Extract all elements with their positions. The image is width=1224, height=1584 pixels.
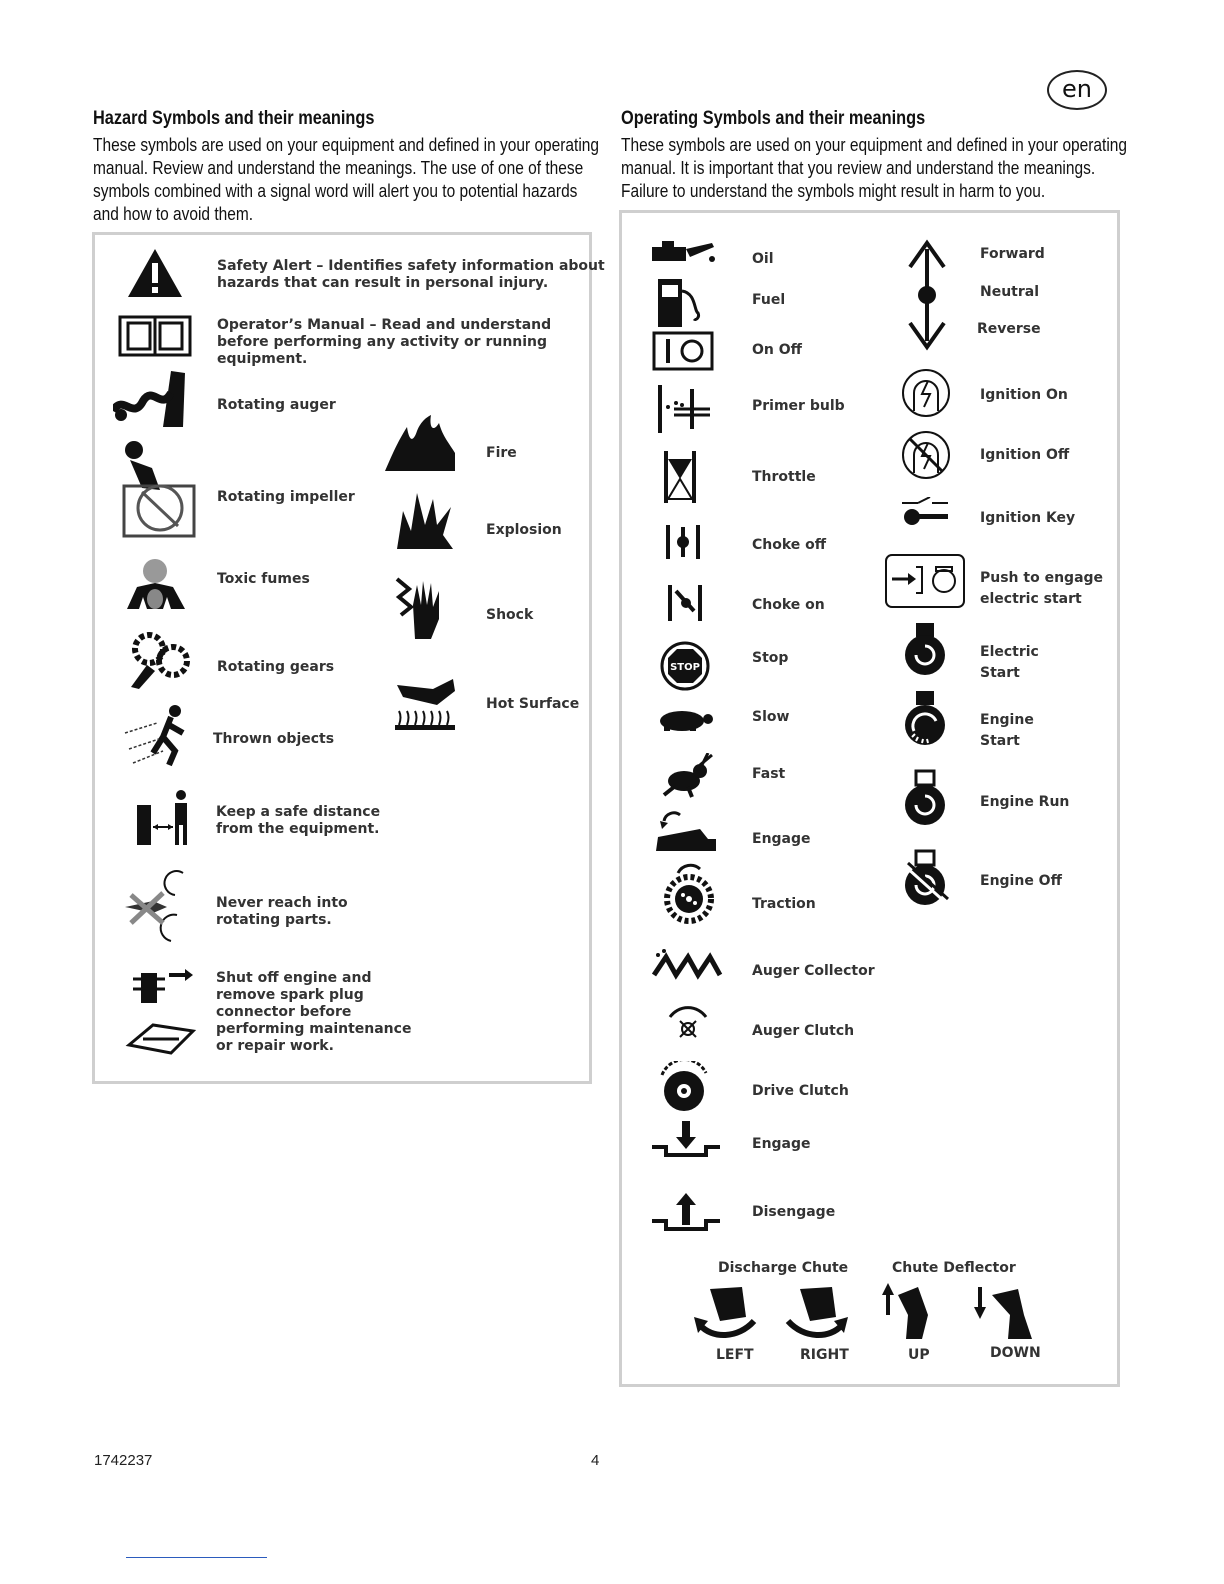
chute-right-icon (778, 1281, 850, 1341)
drive-clutch-label: Drive Clutch (752, 1083, 849, 1099)
toxic-fumes-icon (123, 553, 191, 609)
turtle-slow-icon (654, 707, 716, 733)
choke-on-label: Choke on (752, 597, 825, 613)
push-to-start-label: Push to engage electric start (980, 570, 1104, 607)
slow-label: Slow (752, 709, 790, 725)
deflector-up-icon (878, 1281, 944, 1343)
never-reach-icon (123, 867, 203, 947)
shock-label: Shock (486, 607, 534, 623)
operating-title: Operating Symbols and their meanings (621, 108, 926, 129)
auger-collector-label: Auger Collector (752, 963, 875, 979)
oil-can-icon (650, 239, 718, 263)
shock-icon (393, 575, 449, 641)
hazard-intro: These symbols are used on your equipment and defined in your operating manual. Review and understand the meanings. The use of one of these symbols combined with a signal word will alert you to potential hazards and how to avoid them. (93, 135, 600, 224)
rotating-impeller-label: Rotating impeller (217, 489, 355, 505)
ignition-off-icon (900, 429, 952, 481)
svg-text:STOP: STOP (670, 662, 700, 673)
primer-bulb-label: Primer bulb (752, 398, 845, 414)
ignition-key-label: Ignition Key (980, 510, 1076, 526)
fire-icon (383, 413, 457, 473)
operators-manual-icon (118, 313, 192, 357)
operating-symbols-box (619, 210, 1120, 1387)
push-to-start-icon (884, 553, 966, 609)
chute-left-icon (692, 1281, 764, 1341)
safe-distance-label: Keep a safe distance from the equipment. (216, 804, 381, 837)
safety-alert-icon (126, 247, 184, 299)
on-off-icon (652, 331, 714, 371)
rotating-auger-label: Rotating auger (217, 397, 336, 413)
rabbit-fast-icon (658, 753, 716, 799)
engine-run-icon (902, 769, 948, 827)
rotating-gears-label: Rotating gears (217, 659, 335, 675)
explosion-label: Explosion (486, 522, 562, 538)
forward-label: Forward (980, 246, 1045, 262)
auger-collector-icon (650, 947, 724, 981)
operating-intro: These symbols are used on your equipment and defined in your operating manual. It is important that you review and understand the meanings. Failure to understand the symbols might result in harm to you. (621, 135, 1128, 201)
electric-start-label: Electric Start (980, 644, 1039, 681)
page-number: 4 (591, 1452, 600, 1469)
thrown-objects-icon (123, 703, 193, 767)
fast-label: Fast (752, 766, 786, 782)
rotating-gears-icon (129, 627, 191, 689)
deflector-down-icon (968, 1281, 1040, 1343)
safety-alert-label: Safety Alert – Identifies safety information about hazards that can result in personal injury. (217, 258, 605, 291)
stop-label: Stop (752, 650, 789, 666)
chute-deflector-label: Chute Deflector (892, 1260, 1016, 1276)
footer-rule (126, 1557, 267, 1558)
engine-off-icon (902, 849, 954, 907)
engine-start-icon (902, 689, 948, 747)
disengage-up-icon (650, 1189, 724, 1233)
hot-surface-label: Hot Surface (486, 696, 580, 712)
discharge-chute-label: Discharge Chute (718, 1260, 849, 1276)
throttle-label: Throttle (752, 469, 816, 485)
engage-down-label: Engage (752, 1136, 811, 1152)
on-off-label: On Off (752, 342, 802, 358)
oil-label: Oil (752, 251, 774, 267)
chute-left-label: LEFT (716, 1347, 754, 1363)
choke-on-icon (666, 583, 706, 623)
thrown-objects-label: Thrown objects (213, 731, 335, 747)
fire-label: Fire (486, 445, 517, 461)
chute-right-label: RIGHT (800, 1347, 849, 1363)
primer-bulb-icon (656, 381, 714, 435)
engage-label: Engage (752, 831, 811, 847)
ignition-off-label: Ignition Off (980, 447, 1070, 463)
deflector-down-label: DOWN (990, 1345, 1041, 1361)
reverse-label: Reverse (977, 321, 1041, 337)
throttle-icon (662, 449, 702, 505)
shut-off-engine-label: Shut off engine and remove spark plug connector before performing maintenance or repair work. (216, 970, 412, 1054)
forward-neutral-reverse-icon (906, 239, 948, 351)
engage-auger-icon (650, 811, 722, 855)
toxic-fumes-label: Toxic fumes (217, 571, 310, 587)
ignition-key-icon (900, 497, 952, 527)
fuel-label: Fuel (752, 292, 786, 308)
engine-off-label: Engine Off (980, 873, 1062, 889)
ignition-on-icon (900, 367, 952, 419)
deflector-up-label: UP (908, 1347, 930, 1363)
traction-icon (662, 861, 716, 925)
choke-off-icon (664, 523, 704, 561)
electric-start-icon (902, 621, 948, 677)
rotating-auger-icon (113, 371, 193, 429)
ignition-on-label: Ignition On (980, 387, 1068, 403)
engage-down-icon (650, 1117, 724, 1157)
auger-clutch-label: Auger Clutch (752, 1023, 855, 1039)
neutral-label: Neutral (980, 284, 1040, 300)
fuel-pump-icon (656, 277, 702, 329)
hazard-symbols-box (92, 232, 605, 1084)
language-badge: en (1047, 70, 1107, 110)
safe-distance-icon (135, 789, 193, 847)
drive-clutch-icon (656, 1061, 712, 1113)
hazard-title: Hazard Symbols and their meanings (93, 108, 375, 129)
traction-label: Traction (752, 896, 816, 912)
disengage-label: Disengage (752, 1204, 836, 1220)
choke-off-label: Choke off (752, 537, 827, 553)
part-number: 1742237 (94, 1452, 153, 1469)
rotating-impeller-icon (120, 440, 200, 540)
hot-surface-icon (393, 675, 457, 731)
manual-label: Operator’s Manual – Read and understand before performing any activity or running equipment. (217, 317, 552, 367)
engine-run-label: Engine Run (980, 794, 1070, 810)
shut-off-engine-icon (123, 965, 199, 1055)
never-reach-label: Never reach into rotating parts. (216, 895, 348, 928)
stop-sign-icon (660, 641, 710, 691)
engine-start-label: Engine Start (980, 712, 1034, 749)
auger-clutch-icon (662, 1001, 714, 1045)
explosion-icon (393, 491, 455, 551)
